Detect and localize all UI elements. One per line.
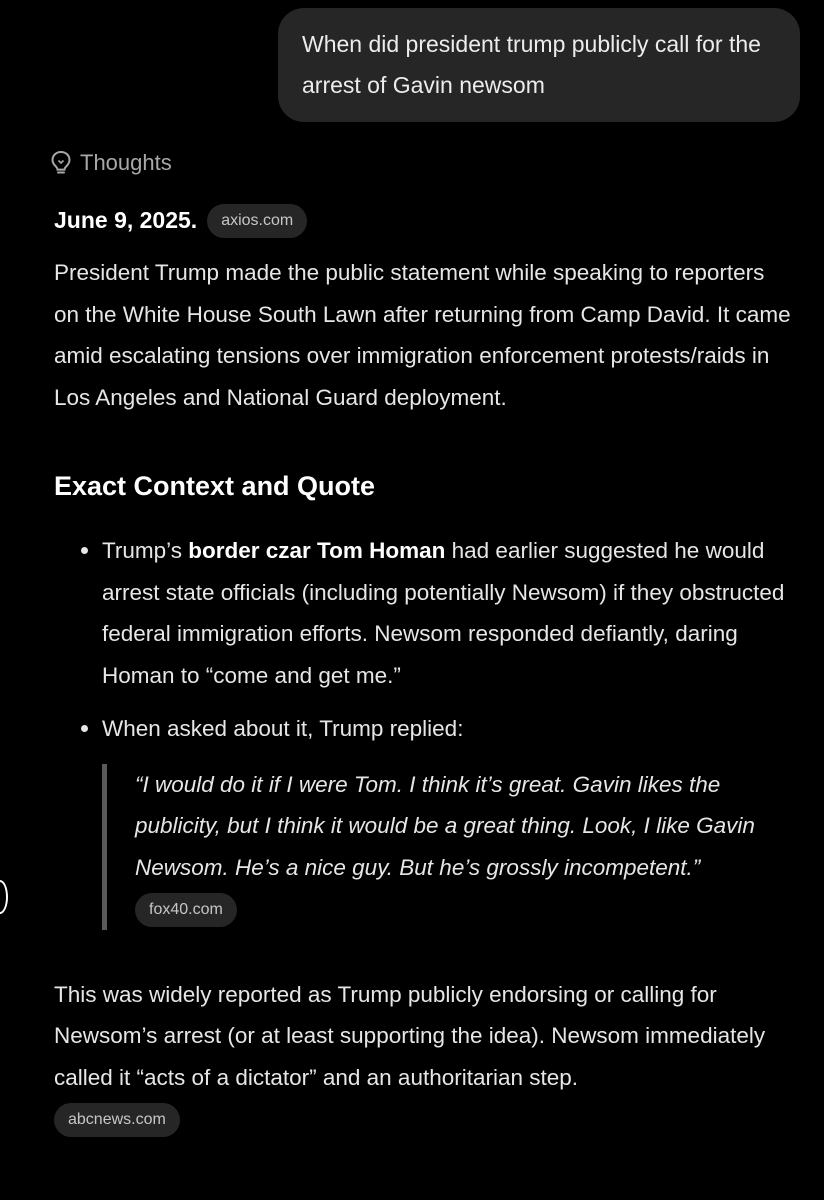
- bullet-list: [54, 530, 794, 750]
- assistant-answer: [54, 198, 794, 1140]
- quote-text: “I would do it if I were Tom. I think it’s great. Gavin likes the publicity, but I think it would be a great thing. Look, I like Gavin Newsom. He’s a nice guy. But he’s grossly incompetent.”: [135, 771, 755, 880]
- answer-date-line: [54, 198, 794, 244]
- edge-bracket-decoration: [0, 880, 8, 914]
- list-item: [54, 530, 794, 696]
- answer-paragraph-1: President Trump made the public statement while speaking to reporters on the White House South Lawn after returning from Camp David. It came amid escalating tensions over immigration enforcement protests/raids in Los Angeles and National Guard deployment.: [54, 260, 791, 410]
- list-item: [54, 708, 794, 750]
- source-chip-row: [54, 1098, 794, 1140]
- bullet2-text: When asked about it, Trump replied:: [102, 716, 464, 741]
- user-message-text: When did president trump publicly call for the arrest of Gavin newsom: [302, 31, 761, 98]
- thoughts-label: Thoughts: [80, 150, 172, 175]
- bullet1-pre: Trump’s: [102, 538, 189, 563]
- thoughts-toggle[interactable]: [50, 150, 172, 176]
- answer-paragraph-2: This was widely reported as Trump publicly endorsing or calling for Newsom’s arrest (or at least supporting the idea). Newsom immediately called it “acts of a dictator” and an authoritarian step.: [54, 981, 766, 1090]
- user-message-bubble: [278, 8, 800, 122]
- source-chip-axios[interactable]: axios.com: [207, 204, 307, 238]
- source-chip-fox40[interactable]: fox40.com: [135, 893, 237, 927]
- blockquote: [102, 764, 794, 930]
- bullet1-bold: border czar Tom Homan: [188, 538, 446, 563]
- section-heading: Exact Context and Quote: [54, 471, 376, 501]
- source-chip-abcnews[interactable]: abcnews.com: [54, 1103, 180, 1137]
- answer-date: June 9, 2025.: [54, 207, 198, 234]
- lightbulb-icon: [50, 150, 72, 176]
- bullet1-post: had earlier suggested he would arrest state officials (including potentially Newsom) if they obstructed federal immigration efforts. Newsom responded defiantly, daring Homan to “come and get me.”: [102, 538, 785, 688]
